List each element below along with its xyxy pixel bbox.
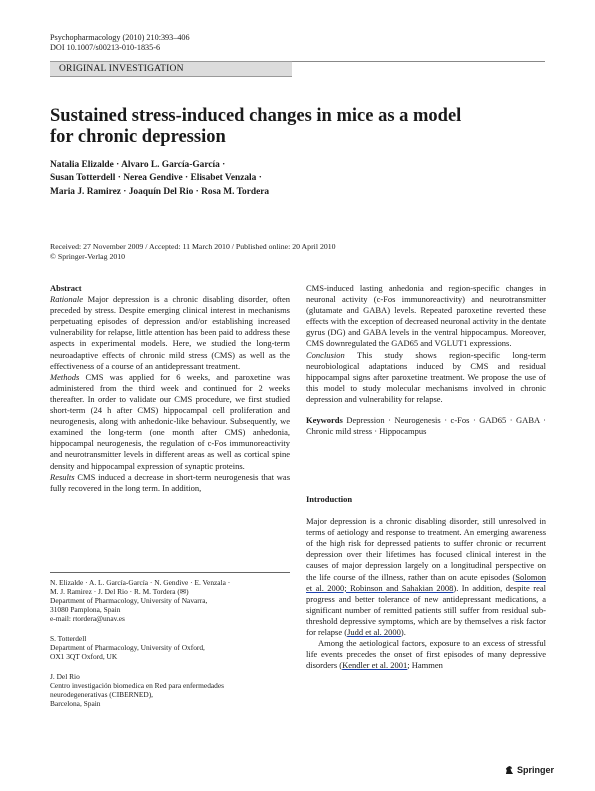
author-email[interactable]: e-mail: rtordera@unav.es: [50, 614, 125, 624]
intro-paragraph-2: Among the aetiological factors, exposure to an excess of stressful life events precedes the onset of first episodes of many depressive disorders (Kendler et al. 2001; Hammen: [306, 638, 546, 671]
abstract-rationale: Rationale Major depression is a chronic disabling disorder, often preceded by stress. Despite emerging clinical interest in mechanisms perpetuating episodes of depression and/or establishing increased vulnerability for relapse, little attention has been paid to address these aspects in experimental models. Here, we studied the long-term neuroadaptive effects of chronic mild stress (CMS) as well as the effectiveness of a course of an antidepressant treatment.: [50, 294, 290, 371]
article-title: Sustained stress-induced changes in mice as a model for chronic depression: [50, 106, 462, 147]
footnote-rule: [50, 572, 290, 573]
introduction: [306, 494, 546, 671]
affiliation-oxford: S. Totterdell Department of Pharmacology, University of Oxford, OX1 3QT Oxford, UK: [50, 634, 205, 662]
abstract-heading: Abstract: [50, 283, 82, 293]
header-rule: [292, 61, 545, 62]
publication-dates: Received: 27 November 2009 / Accepted: 11 March 2010 / Published online: 20 April 2010 © Springer-Verlag 2010: [50, 242, 336, 261]
abstract-methods: Methods CMS was applied for 6 weeks, and paroxetine was administered from the third week and continued for 2 weeks thereafter. In order to validate our CMS procedure, we first studied short-term (24 h after CMS) hippocampal cell proliferation and neurogenesis, along with anhedonic-like behaviour. Subsequently, we examined the long-term (one month after CMS) anhedonia, hippocampal neurogenesis, the regulation of c-Fos immunoreactivity and neurotransmitter levels in different areas as well as cortical spine density and hippocampal expression of synaptic proteins.: [50, 371, 290, 471]
section-label: ORIGINAL INVESTIGATION: [59, 64, 184, 74]
doi: DOI 10.1007/s00213-010-1835-6: [50, 43, 161, 52]
springer-logo: Springer: [505, 765, 554, 775]
abstract-right: [306, 283, 546, 437]
intro-heading: Introduction: [306, 494, 353, 504]
journal-citation: Psychopharmacology (2010) 210:393–406: [50, 33, 190, 42]
citation-link[interactable]: Judd et al. 2000: [347, 627, 401, 638]
abstract-conclusion: Conclusion This study shows region-specific long-term neurobiological adaptations induced by CMS and residual hippocampal signs after paroxetine treatment. We propose the use of this model to study molecular mechanisms involved in chronic depression and vulnerability for relapse.: [306, 349, 546, 404]
abstract-results-cont: CMS-induced lasting anhedonia and region-specific changes in neuronal activity (c-Fos immunoreactivity) and neurotransmitter (glutamate and GABA) levels. Repeated paroxetine reverted these effects with the exception of decreased neuronal activity in the dentate gyrus (DG) and GABA levels in the ventral hippocampus. Moreover, CMS downregulated the GAD65 and VGLUT1 expressions.: [306, 283, 546, 349]
springer-horse-icon: [505, 765, 514, 775]
abstract-results: Results CMS induced a decrease in short-term neurogenesis that was fully recovered in the long term. In addition,: [50, 471, 291, 493]
citation-link[interactable]: Solomon et al. 2000; Robinson and Sahakian 2008: [306, 571, 546, 593]
affiliation-navarra: N. Elizalde · A. L. García-García · N. Gendive · E. Venzala · M. J. Ramirez · J. Del Rio · R. M. Tordera (✉) Department of Pharmacology, University of Navarra, 31080 Pamplona, Spain e-mail: rtordera@unav.es: [50, 578, 290, 623]
abstract-left: [50, 283, 290, 494]
section-band: [50, 61, 292, 77]
citation-link[interactable]: Kendler et al. 2001: [342, 660, 408, 671]
affiliation-ciberned: J. Del Rio Centro investigación biomedica en Red para enfermedades neurodegenerativas (CIBERNED), Barcelona, Spain: [50, 672, 225, 709]
keywords: Keywords Depression · Neurogenesis · c-Fos · GAD65 · GABA · Chronic mild stress · Hippocampus: [306, 415, 546, 437]
author-list: Natalia Elizalde · Alvaro L. García-García · Susan Totterdell · Nerea Gendive · Elisabet Venzala · Maria J. Ramirez · Joaquín Del Rio · Rosa M. Tordera: [50, 160, 270, 197]
intro-paragraph-1: Major depression is a chronic disabling disorder, still unresolved in terms of aetiology and response to treatment. An emerging awareness of the high risk for depressed patients to suffer chronic or recurrent depression over their lifetimes has focused clinical interest in the causes of major depression largely on a longitudinal perspective on the life course of the illness, rather than on acute episodes (Solomon et al. 2000; Robinson and Sahakian 2008). In addition, despite real progress and better tolerance of new antidepressant medications, a significant number of remitted patients still suffer from residual sub-threshold depressive symptoms, which are by themselves a risk factor for relapse (Judd et al. 2000).: [306, 516, 546, 638]
